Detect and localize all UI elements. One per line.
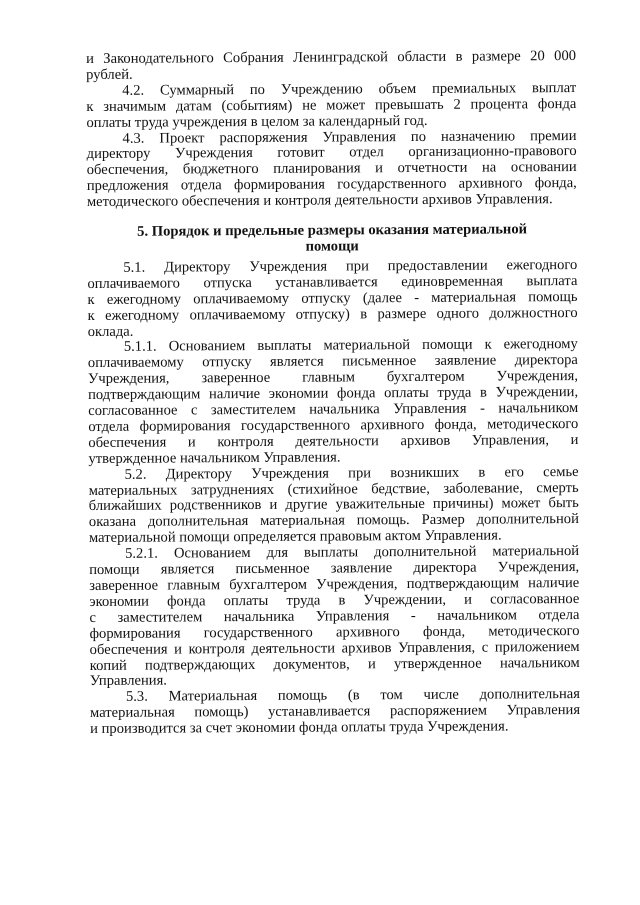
text-line: 5.1. Директору Учреждения при предоставлении ежегодного (123, 256, 578, 276)
text-line: оклада. (87, 323, 134, 340)
text-line: Управления. (89, 672, 167, 690)
text-line: заверенное главным бухгалтером Учреждения, подтверждающим наличие (89, 574, 580, 594)
document-page (86, 49, 580, 738)
section-5-heading (87, 222, 577, 257)
text-line: обеспечения, бюджетного планирования и отчетности на основании (86, 159, 577, 179)
text-line: материальная помощь) устанавливается распоряжением Управления (89, 702, 581, 722)
text-line: рублей. (86, 66, 133, 83)
text-line: 4.2. Суммарный по Учреждению объем премиальных выплат (122, 79, 577, 99)
text-line: экономии фонда оплаты труда в Учреждении, и согласованное (89, 590, 580, 610)
text-line: оказана дополнительная материальная помощь. Размер дополнительной (88, 511, 579, 531)
text-line: помощи является письменное заявление директора Учреждения, (89, 559, 580, 579)
text-line: с заместителем начальника Управления - начальником отдела (89, 606, 580, 626)
text-line: материальных затруднениях (стихийное бедствие, заболевание, смерть (88, 479, 579, 499)
text-line: копий подтверждающих документов, и утвержденное начальником (89, 654, 580, 674)
text-line: 5.2. Директору Учреждения при возникших в его семье (124, 463, 579, 483)
text-line: Учреждения, заверенное главным бухгалтером Учреждения, (87, 368, 579, 388)
text-line: к ежегодному оплачиваемому отпуску) в размере одного должностного (87, 304, 578, 324)
text-line: методического обеспечения и контроля деятельности архивов Управления. (86, 191, 553, 211)
text-line: отдела формирования государственного архивного фонда, методического (88, 415, 579, 435)
text-line: директору Учреждения готовит отдел организационно-правового (86, 143, 577, 163)
text-line: оплачиваемому отпуску является письменное заявление директора (87, 352, 578, 372)
text-line: 5.2.1. Основанием для выплаты дополнительной материальной (125, 543, 580, 562)
text-line: материальной помощи определяется правовым актом Управления. (88, 527, 502, 547)
paragraph-5-3 (90, 687, 580, 738)
text-line: и Законодательного Собрания Ленинградской области в размере 20 000 (85, 48, 577, 67)
text-line: 4.3. Проект распоряжения Управления по назначению премии (122, 127, 577, 147)
paragraph-4-2 (86, 81, 576, 132)
paragraph-5-1 (87, 258, 577, 341)
paragraph-5-2 (89, 465, 579, 548)
text-line: и производится за счет экономии фонда оплаты труда Учреждения. (90, 718, 509, 738)
text-line: к значимым датам (событиям) не может превышать 2 процента фонда (86, 95, 577, 115)
text-line: ближайших родственников и другие уважительные причины) может быть (88, 495, 579, 515)
text-line: обеспечения и контроля деятельности архивов Управления, с приложением (89, 638, 580, 658)
text-line: предложения отдела формирования государственного архивного фонда, (86, 175, 577, 195)
heading-line: 5. Порядок и предельные размеры оказания материальной (137, 221, 528, 240)
paragraph-5-1-1 (88, 337, 579, 467)
text-line: согласованное с заместителем начальника Управления - начальником (88, 400, 579, 420)
text-line: утвержденное начальником Управления. (88, 449, 341, 467)
text-line: обеспечения и контроля деятельности архивов Управления, и (88, 431, 579, 451)
text-line: 5.3. Материальная помощь (в том числе дополнительная (125, 686, 580, 706)
paragraph-4-3 (86, 129, 576, 212)
text-line: оплачиваемого отпуска устанавливается единовременная выплата (87, 272, 578, 292)
text-line: подтверждающим наличие экономии фонда оплаты труда в Учреждении, (88, 384, 579, 404)
document-body (86, 49, 580, 738)
text-line: 5.1.1. Основанием выплаты материальной помощи к ежегодному (123, 336, 578, 356)
heading-line: помощи (305, 238, 359, 255)
text-line: к ежегодному оплачиваемому отпуску (далее - материальная помощь (87, 288, 578, 308)
text-line: формирования государственного архивного фонда, методического (89, 622, 580, 642)
paragraph-4-1-continued (86, 49, 576, 84)
text-line: оплаты труда учреждения в целом за календарный год. (86, 112, 428, 131)
paragraph-5-2-1 (89, 544, 580, 690)
